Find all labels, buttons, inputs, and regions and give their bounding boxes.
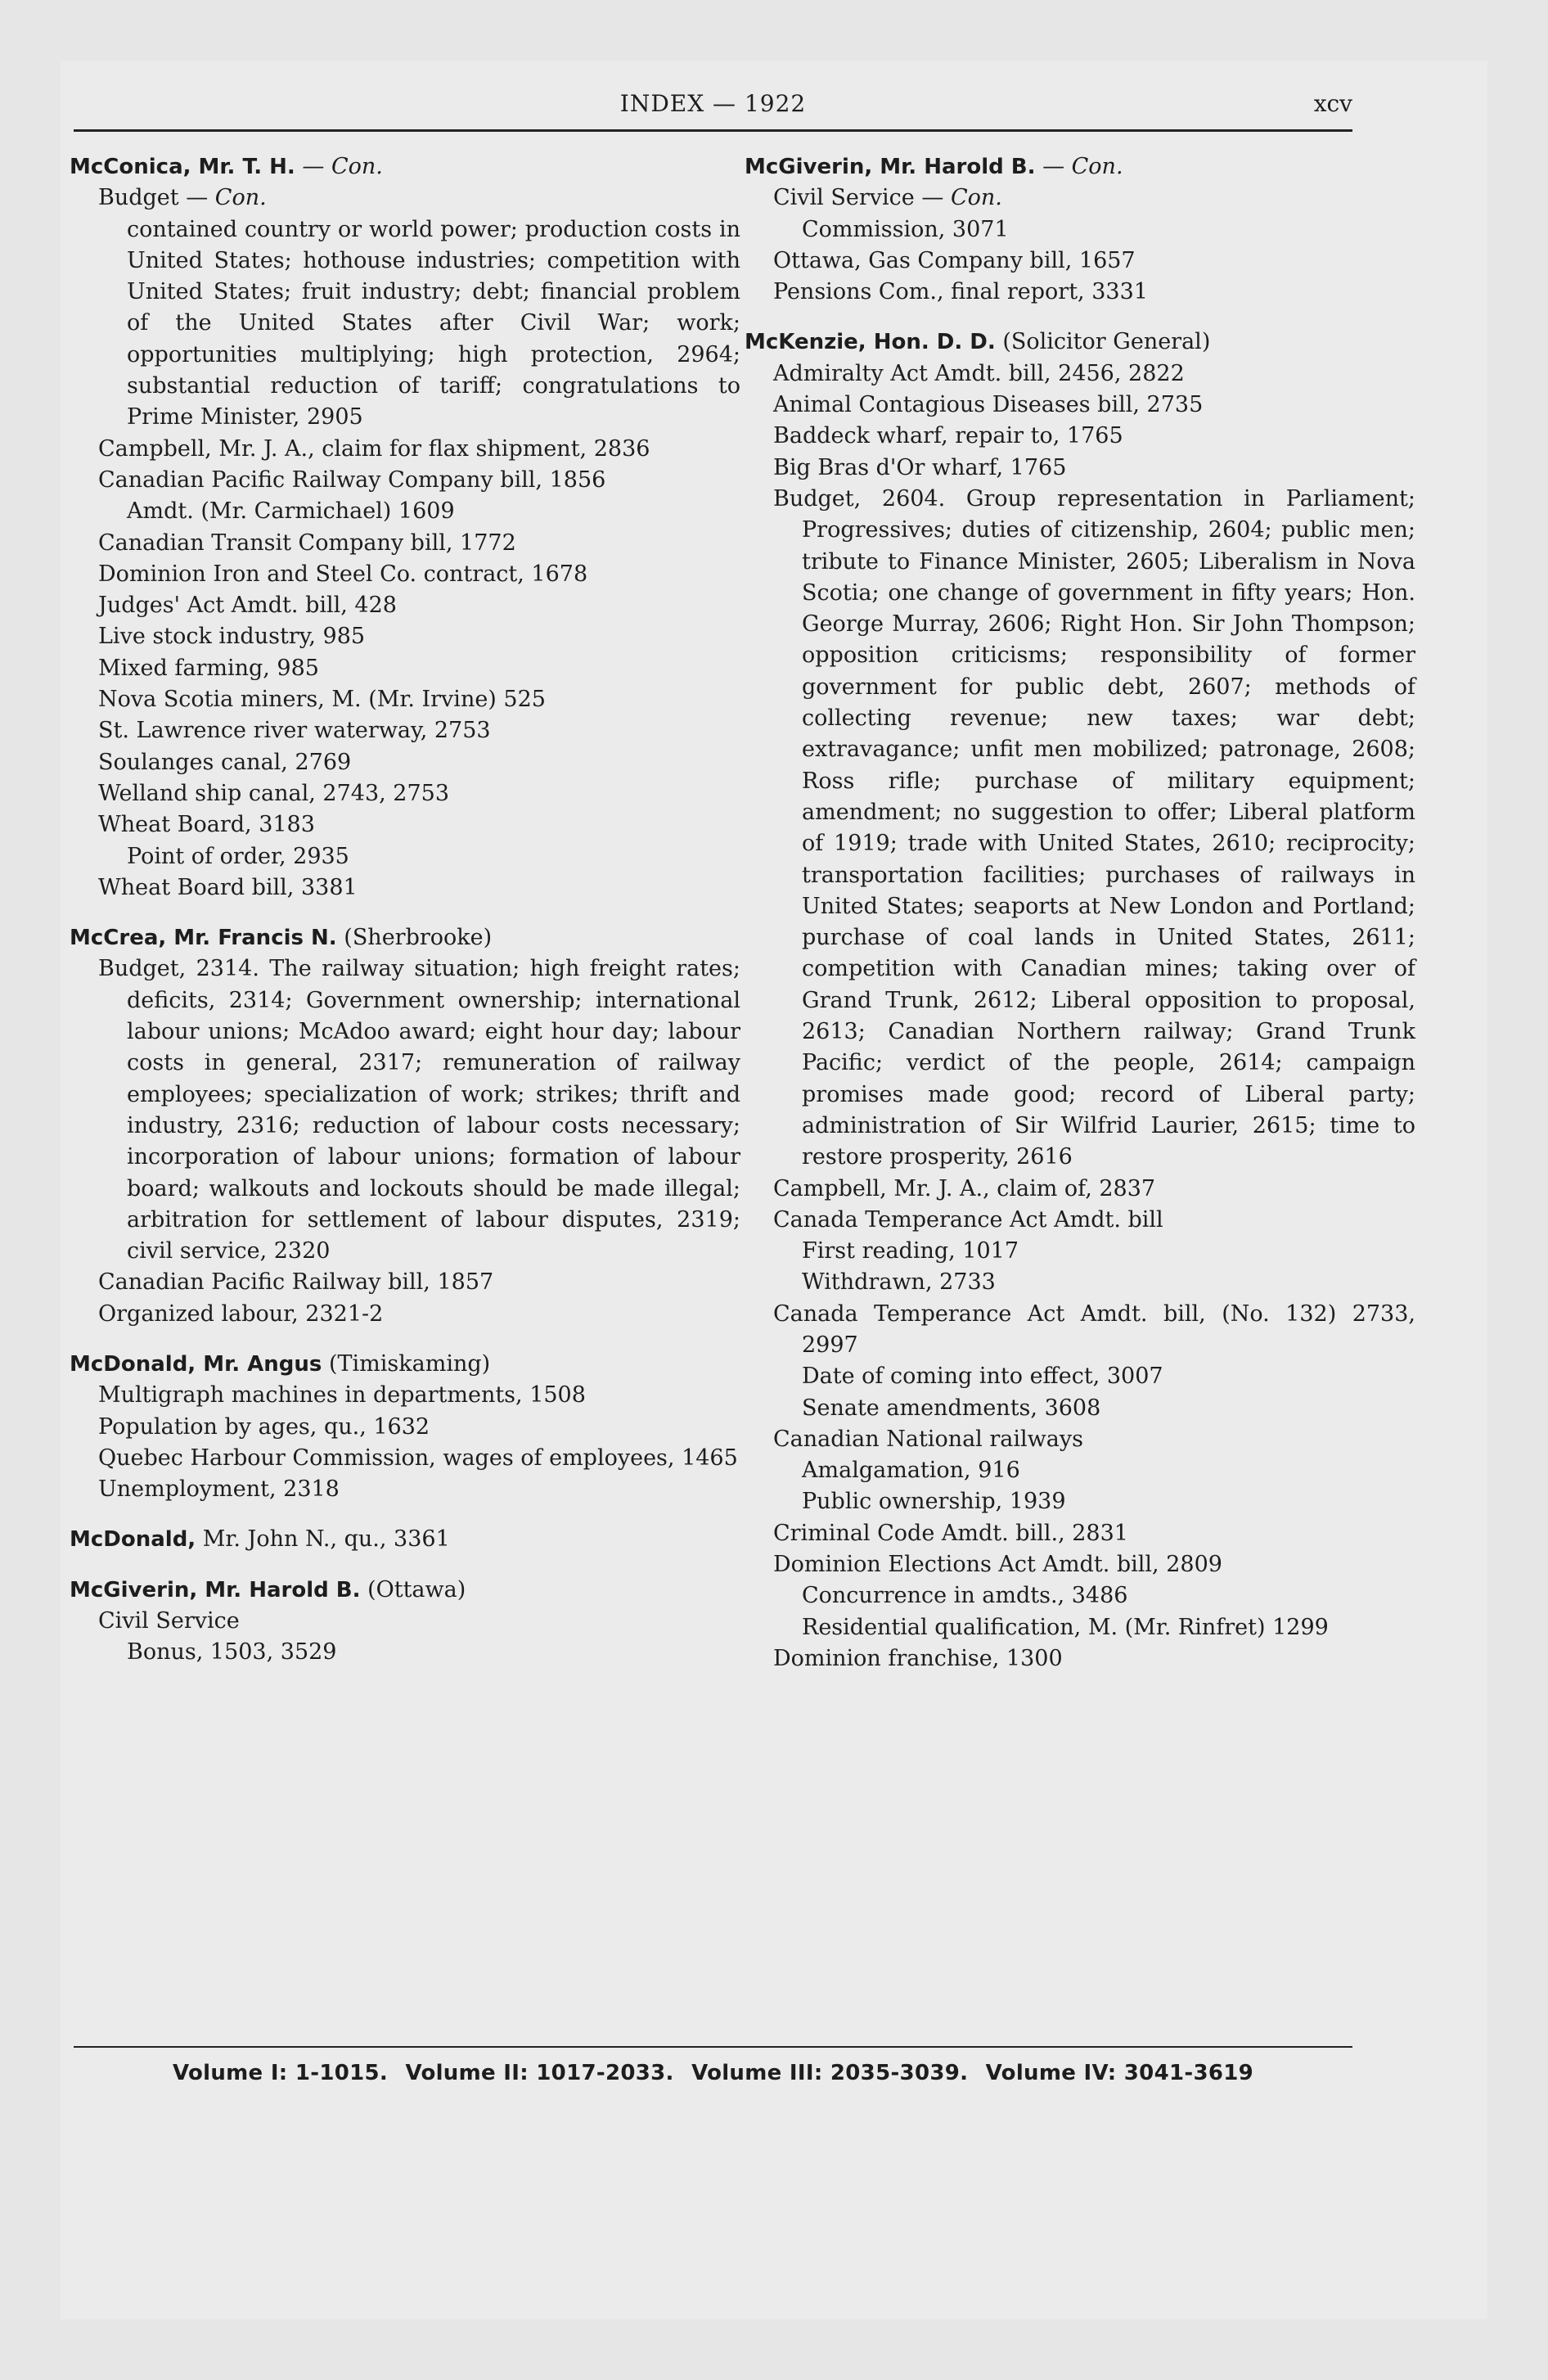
entry-name: McKenzie, Hon. D. D. [745, 330, 996, 355]
left-column [70, 151, 740, 1688]
index-entry-mckenzie [745, 327, 1415, 1675]
index-line: Canadian Pacific Railway Company bill, 1856 [98, 467, 606, 493]
entry-name: McConica, Mr. T. H. [70, 155, 295, 179]
index-line: Quebec Harbour Commission, wages of employees, 1465 [98, 1445, 738, 1471]
index-line: Live stock industry, 985 [98, 624, 366, 650]
index-line: Canadian National railways [773, 1426, 1083, 1452]
volume-range: Volume I: 1-1015. [172, 2061, 389, 2085]
index-line: Pensions Com., final report, 3331 [773, 279, 1148, 305]
entry-name: McGiverin, Mr. Harold B. [745, 155, 1036, 179]
index-line: Mixed farming, 985 [98, 655, 319, 681]
index-line: Nova Scotia miners, M. (Mr. Irvine) 525 [98, 687, 546, 713]
header-rule [74, 129, 1352, 132]
index-subline: First reading, 1017 [802, 1238, 1019, 1264]
volume-footer [74, 2061, 1352, 2085]
entry-text: Mr. John N., qu., 3361 [202, 1526, 450, 1553]
page-header [74, 90, 1352, 123]
volume-range: Volume III: 2035-3039. [691, 2061, 969, 2085]
page-title: INDEX — 1922 [619, 90, 807, 117]
index-line: St. Lawrence river waterway, 2753 [98, 718, 491, 744]
index-line: Canadian Pacific Railway bill, 1857 [98, 1269, 494, 1296]
index-line: Dominion Elections Act Amdt. bill, 2809 [773, 1552, 1222, 1578]
entry-riding: (Solicitor General) [1002, 329, 1211, 355]
index-line: Soulanges canal, 2769 [98, 749, 352, 775]
volume-range: Volume IV: 3041-3619 [985, 2061, 1254, 2085]
entry-name: McCrea, Mr. Francis N. [70, 926, 337, 951]
index-entry-mcgiverin [70, 1575, 740, 1669]
budget-summary: contained country or world power; production costs in United States; hothouse industries; competition with United States; fruit industry; debt; financial problem of the United States after Civil War; work; opportunities multiplying; high protection, 2964; substantial reduction of tariff; congratulations to Prime Minister, 2905 [127, 216, 740, 430]
index-subline: Commission, 3071 [802, 216, 1009, 242]
budget-summary: Budget, 2604. Group representation in Parliament; Progressives; duties of citizenship, 2604; public men; tribute to Finance Minister, 2605; Liberalism in Nova Scotia; one change of government in fifty years; Hon. George Murray, 2606; Right Hon. Sir John Thompson; opposition criticisms; responsibility of former government for public debt, 2607; methods of collecting revenue; new taxes; war debt; extravagance; unfit men mobilized; patronage, 2608; Ross rifle; purchase of military equipment; amendment; no suggestion to offer; Liberal platform of 1919; trade with United States, 2610; reciprocity; transportation facilities; purchases of railways in United States; seaports at New London and Portland; purchase of coal lands in United States, 2611; competition with Canadian mines; taking over of Grand Trunk, 2612; Liberal opposition to proposal, 2613; Canadian Northern railway; Grand Trunk Pacific; verdict of the people, 2614; campaign promises made good; record of Liberal party; administration of Sir Wilfrid Laurier, 2615; time to restore prosperity, 2616 [773, 485, 1415, 1170]
index-line: Population by ages, qu., 1632 [98, 1413, 430, 1440]
index-line: Canada Temperance Act Amdt. bill [773, 1206, 1163, 1233]
entry-riding: (Ottawa) [367, 1576, 466, 1602]
right-column [745, 151, 1415, 1693]
subheading: Civil Service [98, 1608, 240, 1634]
index-line: Dominion franchise, 1300 [773, 1645, 1063, 1671]
continued-marker: Con. [214, 185, 267, 211]
index-line: Big Bras d'Or wharf, 1765 [773, 454, 1067, 480]
index-subline: Amalgamation, 916 [802, 1458, 1020, 1484]
index-line: Wheat Board bill, 3381 [98, 874, 358, 900]
index-entry-mcgiverin-cont [745, 151, 1415, 308]
index-line: Organized labour, 2321-2 [98, 1300, 384, 1327]
entry-riding: (Timiskaming) [328, 1350, 491, 1377]
index-subline: Withdrawn, 2733 [802, 1269, 996, 1296]
index-entry-mcdonald-john [70, 1524, 740, 1555]
index-line: Canada Temperance Act Amdt. bill, (No. 132) 2733, 2997 [773, 1300, 1415, 1358]
continued-marker: — Con. [302, 154, 383, 179]
index-line: Criminal Code Amdt. bill., 2831 [773, 1520, 1128, 1546]
subheading: Civil Service — [773, 185, 951, 211]
entry-name: McDonald, Mr. Angus [70, 1351, 322, 1377]
index-entry-mcdonald-angus [70, 1349, 740, 1505]
index-subline: Residential qualification, M. (Mr. Rinfret) 1299 [802, 1614, 1329, 1640]
index-line: Welland ship canal, 2743, 2753 [98, 780, 449, 806]
index-line: Baddeck wharf, repair to, 1765 [773, 423, 1123, 449]
subheading: Budget — [98, 185, 215, 211]
index-subline: Bonus, 1503, 3529 [127, 1639, 337, 1666]
index-subline: Senate amendments, 3608 [802, 1395, 1101, 1421]
index-entry-mccrea [70, 922, 740, 1330]
footer-rule [74, 2046, 1352, 2048]
continued-marker: Con. [950, 185, 1002, 211]
index-line: Animal Contagious Diseases bill, 2735 [773, 392, 1204, 418]
entry-name: McDonald, [70, 1527, 196, 1553]
index-subline: Date of coming into effect, 3007 [802, 1364, 1163, 1390]
page-number: xcv [1313, 90, 1352, 117]
index-line: Multigraph machines in departments, 1508 [98, 1382, 586, 1409]
index-line: Dominion Iron and Steel Co. contract, 1678 [98, 561, 588, 587]
index-line: Judges' Act Amdt. bill, 428 [98, 593, 397, 619]
index-line: Campbell, Mr. J. A., claim for flax shipment, 2836 [98, 435, 650, 462]
index-subline: Amdt. (Mr. Carmichael) 1609 [127, 498, 455, 525]
index-line: Wheat Board, 3183 [98, 812, 315, 838]
index-line: Ottawa, Gas Company bill, 1657 [773, 247, 1136, 273]
index-subline: Concurrence in amdts., 3486 [802, 1583, 1128, 1609]
entry-name: McGiverin, Mr. Harold B. [70, 1577, 361, 1602]
index-subline: Public ownership, 1939 [802, 1489, 1066, 1515]
volume-range: Volume II: 1017-2033. [405, 2061, 674, 2085]
index-line: Canadian Transit Company bill, 1772 [98, 530, 516, 556]
index-line: Unemployment, 2318 [98, 1476, 340, 1503]
entry-riding: (Sherbrooke) [344, 925, 493, 951]
index-line: Admiralty Act Amdt. bill, 2456, 2822 [773, 360, 1185, 386]
budget-summary: Budget, 2314. The railway situation; high freight rates; deficits, 2314; Government ownership; international labour unions; McAdoo award; eight hour day; labour costs in general, 2317; remuneration of railway employees; specialization of work; strikes; thrift and industry, 2316; reduction of labour costs necessary; incorporation of labour unions; formation of labour board; walkouts and lockouts should be made illegal; arbitration for settlement of labour disputes, 2319; civil service, 2320 [98, 956, 740, 1264]
index-subline: Point of order, 2935 [127, 843, 349, 869]
index-entry-mcconica [70, 151, 740, 904]
continued-marker: — Con. [1042, 154, 1123, 179]
index-line: Campbell, Mr. J. A., claim of, 2837 [773, 1175, 1156, 1201]
